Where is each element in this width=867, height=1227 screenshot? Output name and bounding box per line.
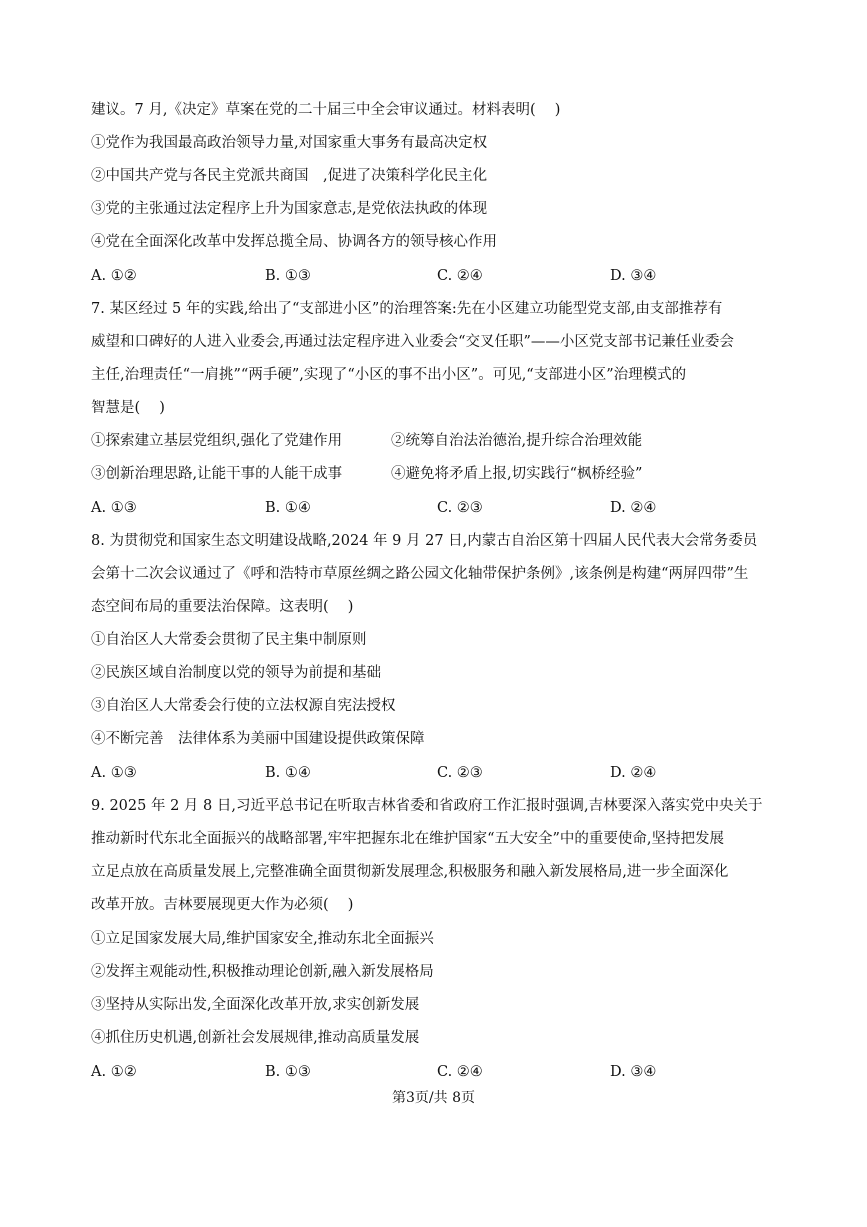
q7-statement-4: ④避免将矛盾上报,切实践行“枫桥经验” [391, 466, 643, 482]
q7-option-a[interactable]: A. ①③ [91, 500, 137, 516]
q8-option-d[interactable]: D. ②④ [610, 765, 657, 781]
q6-statement-3: ③党的主张通过法定程序上升为国家意志,是党依法执政的体现 [91, 201, 488, 217]
q8-option-a[interactable]: A. ①③ [91, 765, 137, 781]
q6-option-a[interactable]: A. ①② [91, 268, 137, 284]
q8-statement-2: ②民族区域自治制度以党的领导为前提和基础 [91, 665, 381, 681]
q6-statement-4: ④党在全面深化改革中发挥总揽全局、协调各方的领导核心作用 [91, 234, 497, 250]
q9-stem-line-2: 推动新时代东北全面振兴的战略部署,牢牢把握东北在维护国家“五大安全”中的重要使命,坚持把发展 [91, 831, 725, 847]
q8-statement-1: ①自治区人大常委会贯彻了民主集中制原则 [91, 632, 367, 648]
q6-option-c[interactable]: C. ②④ [437, 268, 483, 284]
q7-stem-line-2: 威望和口碑好的人进入业委会,再通过法定程序进入业委会“交叉任职”——小区党支部书记兼任业委会 [91, 334, 734, 350]
q7-stem-line-1: 7. 某区经过 5 年的实践,给出了“支部进小区”的治理答案:先在小区建立功能型党支部,由支部推荐有 [91, 301, 723, 317]
q6-options [91, 266, 791, 286]
q9-stem-line-1: 9. 2025 年 2 月 8 日,习近平总书记在听取吉林省委和省政府工作汇报时强调,吉林要深入落实党中央关于 [91, 798, 763, 814]
q9-option-a[interactable]: A. ①② [91, 1064, 137, 1080]
q8-options [91, 763, 791, 783]
q8-stem-line-1: 8. 为贯彻党和国家生态文明建设战略,2024 年 9 月 27 日,内蒙古自治区第十四届人民代表大会常务委员 [91, 533, 758, 549]
q9-option-d[interactable]: D. ③④ [610, 1064, 657, 1080]
q7-options [91, 498, 791, 518]
q9-statement-3: ③坚持从实际出发,全面深化改革开放,求实创新发展 [91, 997, 420, 1013]
q8-option-b[interactable]: B. ①④ [265, 765, 311, 781]
q9-statement-4: ④抓住历史机遇,创新社会发展规律,推动高质量发展 [91, 1030, 420, 1046]
page-number-footer: 第3页/共 8页 [392, 1090, 475, 1106]
q8-statement-3: ③自治区人大常委会行使的立法权源自宪法授权 [91, 698, 396, 714]
q9-option-b[interactable]: B. ①③ [265, 1064, 311, 1080]
q7-option-d[interactable]: D. ②④ [610, 500, 657, 516]
q7-option-c[interactable]: C. ②③ [437, 500, 483, 516]
q9-options [91, 1062, 791, 1082]
q8-option-c[interactable]: C. ②③ [437, 765, 483, 781]
q9-stem-line-3: 立足点放在高质量发展上,完整准确全面贯彻新发展理念,积极服务和融入新发展格局,进一步全面深化 [91, 864, 729, 880]
q9-statement-1: ①立足国家发展大局,维护国家安全,推动东北全面振兴 [91, 931, 434, 947]
q8-stem-line-2: 会第十二次会议通过了《呼和浩特市草原丝绸之路公园文化轴带保护条例》,该条例是构建“两屏四带”生 [91, 566, 749, 582]
q7-statement-2: ②统筹自治法治德治,提升综合治理效能 [391, 433, 643, 449]
q8-statement-4: ④不断完善 法律体系为美丽中国建设提供政策保障 [91, 731, 425, 747]
q7-statements-row-1 [91, 431, 791, 451]
q6-statement-2: ②中国共产党与各民主党派共商国 ,促进了决策科学化民主化 [91, 168, 488, 184]
q8-stem-line-3: 态空间布局的重要法治保障。这表明( ) [91, 599, 354, 615]
q7-statements-row-2 [91, 464, 791, 484]
q7-stem-line-3: 主任,治理责任“一肩挑”“两手硬”,实现了“小区的事不出小区”。可见,“支部进小区”治理模式的 [91, 367, 687, 383]
q9-option-c[interactable]: C. ②④ [437, 1064, 483, 1080]
q6-statement-1: ①党作为我国最高政治领导力量,对国家重大事务有最高决定权 [91, 135, 488, 151]
q9-statement-2: ②发挥主观能动性,积极推动理论创新,融入新发展格局 [91, 964, 434, 980]
q6-option-d[interactable]: D. ③④ [610, 268, 657, 284]
q7-stem-line-4: 智慧是( ) [91, 400, 165, 416]
q7-statement-1: ①探索建立基层党组织,强化了党建作用 [91, 433, 343, 449]
q7-option-b[interactable]: B. ①④ [265, 500, 311, 516]
q7-statement-3: ③创新治理思路,让能干事的人能干成事 [91, 466, 343, 482]
q9-stem-line-4: 改革开放。吉林要展现更大作为必须( ) [91, 897, 354, 913]
q6-option-b[interactable]: B. ①③ [265, 268, 311, 284]
q6-intro-tail: 建议。7 月,《决定》草案在党的二十届三中全会审议通过。材料表明( ) [91, 102, 561, 118]
